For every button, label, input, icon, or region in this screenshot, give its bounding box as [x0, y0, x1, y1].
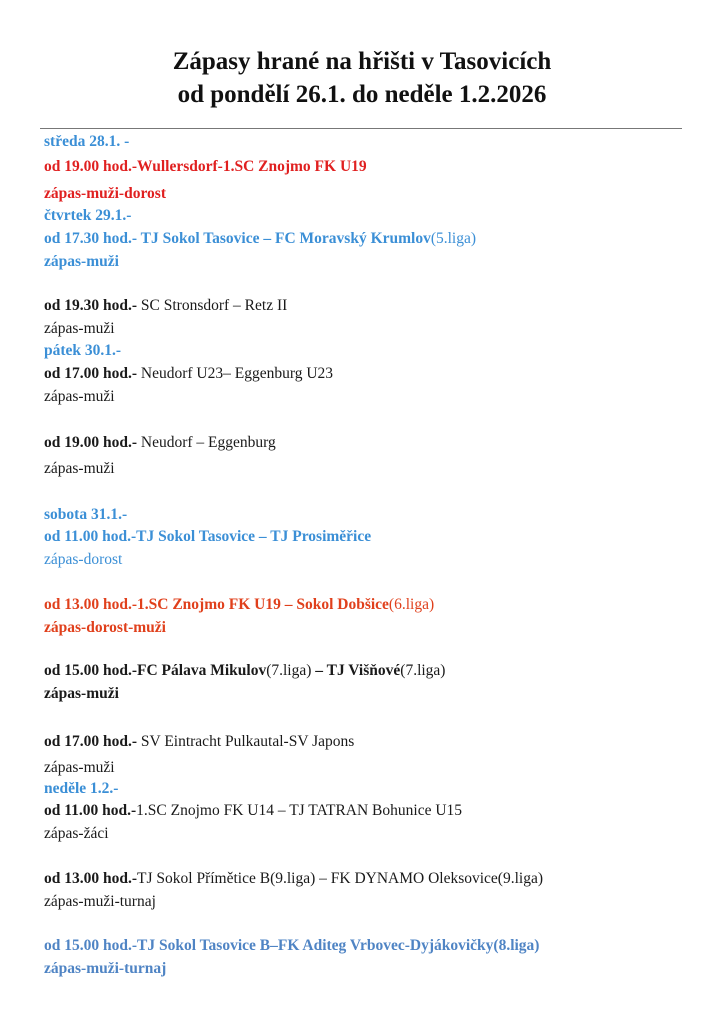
match-line: [44, 297, 287, 315]
match-type: zápas-dorost-muži: [44, 619, 166, 636]
match-teams: SV Eintracht Pulkautal-SV Japons: [137, 733, 355, 750]
match-teams: od 15.00 hod.-FC Pálava Mikulov: [44, 662, 267, 679]
page-title: [0, 45, 724, 111]
match-time: od 13.00 hod.-: [44, 870, 138, 887]
match-teams: Neudorf U23– Eggenburg U23: [137, 365, 334, 382]
title-line-1: Zápasy hrané na hřišti v Tasovicích: [172, 48, 552, 75]
match-line: [44, 596, 434, 614]
league-tag: (7.liga): [266, 662, 312, 679]
match-line: [44, 434, 276, 452]
title-line-2: od pondělí 26.1. do neděle 1.2.2026: [177, 81, 547, 108]
match-teams: 1.SC Znojmo FK U14 – TJ TATRAN Bohunice U15: [136, 802, 463, 819]
match-line: [44, 870, 543, 888]
match-time: od 19.00 hod.-: [44, 434, 138, 451]
match-type: zápas-dorost: [44, 551, 123, 568]
match-type: zápas-muži: [44, 460, 115, 477]
match-line: od 15.00 hod.-TJ Sokol Tasovice B–FK Aditeg Vrbovec-Dyjákovičky(8.liga): [44, 937, 540, 954]
match-teams: od 13.00 hod.-1.SC Znojmo FK U19 – Sokol Dobšice: [44, 596, 389, 613]
league-tag: (5.liga): [430, 230, 477, 247]
match-type: zápas-muži: [44, 320, 115, 337]
match-type: zápas-žáci: [44, 825, 109, 842]
match-type: zápas-muži-turnaj: [44, 960, 167, 977]
match-teams: Neudorf – Eggenburg: [137, 434, 276, 451]
match-type: zápas-muži-dorost: [44, 185, 166, 202]
league-tag: (6.liga): [388, 596, 435, 613]
divider: [40, 128, 682, 129]
day-heading-saturday: sobota 31.1.-: [44, 506, 128, 523]
day-heading-friday: pátek 30.1.-: [44, 342, 122, 359]
match-time: od 19.30 hod.-: [44, 297, 138, 314]
match-line: [44, 802, 462, 820]
match-teams: TJ Sokol Tasovice – FC Moravský Krumlov: [140, 230, 431, 247]
match-line: [44, 365, 333, 383]
match-line: od 19.00 hod.-Wullersdorf-1.SC Znojmo FK U19: [44, 158, 367, 175]
match-teams: SC Stronsdorf – Retz II: [137, 297, 288, 314]
day-heading-thursday: čtvrtek 29.1.-: [44, 207, 132, 224]
match-time: od 17.00 hod.-: [44, 365, 138, 382]
match-time: od 17.00 hod.-: [44, 733, 138, 750]
match-type: zápas-muži: [44, 759, 115, 776]
match-teams: TJ Sokol Přímětice B(9.liga) – FK DYNAMO Oleksovice(9.liga): [137, 870, 543, 887]
match-line: [44, 733, 354, 751]
match-time: od 17.30 hod.-: [44, 230, 141, 247]
day-heading-sunday: neděle 1.2.-: [44, 780, 119, 797]
match-type: zápas-muži: [44, 685, 119, 702]
match-line: od 11.00 hod.-TJ Sokol Tasovice – TJ Prosiměřice: [44, 528, 372, 545]
match-type: zápas-muži: [44, 388, 115, 405]
match-time: od 11.00 hod.-: [44, 802, 137, 819]
day-heading-wednesday: středa 28.1. -: [44, 133, 130, 150]
match-teams: – TJ Višňové: [311, 662, 401, 679]
match-type: zápas-muži: [44, 253, 119, 270]
match-type: zápas-muži-turnaj: [44, 893, 156, 910]
match-line: [44, 662, 445, 680]
league-tag: (7.liga): [400, 662, 446, 679]
match-line: [44, 230, 476, 248]
